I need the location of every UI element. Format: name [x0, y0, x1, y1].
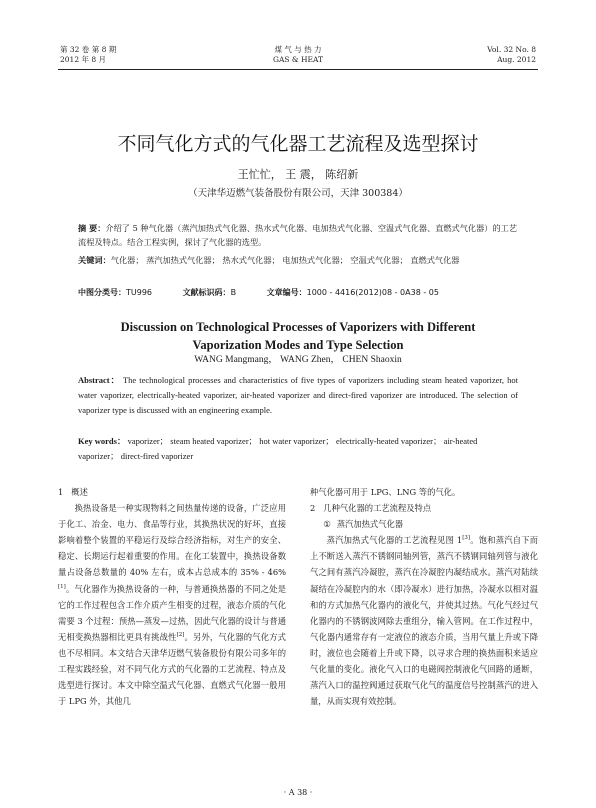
- subsection-title: 蒸汽加热式气化器: [336, 519, 404, 530]
- keywords-en-text: vaporizer； steam heated vaporizer； hot water vaporizer； electrically-heated vaporizer； air-heated vaporizer； direct-fired vaporizer: [78, 436, 478, 461]
- abstract-en-text: The technological processes and characteristics of five types of vaporizers including steam heated vaporizer, hot water vaporizer, electrically-heated vaporizer, air-heated vaporizer and direct-fired vaporizer are introduced. The selection of vaporizer type is discussed with an engineering example.: [78, 375, 518, 415]
- classification-line: [78, 286, 518, 300]
- citation-ref: [2]: [176, 632, 185, 639]
- doc-code-label: 文献标识码：: [182, 288, 231, 297]
- keywords-en: [78, 434, 518, 464]
- article-no-label: 文章编号：: [266, 288, 307, 297]
- subsection-number: ①: [323, 519, 331, 530]
- keywords-cn-label: 关键词：: [78, 255, 111, 265]
- abstract-en: [78, 373, 518, 418]
- section-title: 概述: [71, 487, 88, 497]
- body-left-column: [58, 484, 286, 709]
- paper-title-en-line2: Vaporization Modes and Type Selection: [192, 338, 404, 352]
- keywords-cn-text: 气化器； 蒸汽加热式气化器； 热水式气化器； 电加热式气化器； 空温式气化器； 直燃式气化器: [110, 255, 460, 265]
- volume-issue: 第 32 卷 第 8 期: [60, 45, 117, 54]
- abstract-cn: [78, 221, 518, 249]
- volume-issue-en: Vol. 32 No. 8: [487, 45, 536, 54]
- doc-code-value: B: [230, 288, 237, 297]
- paper-title-en-line1: Discussion on Technological Processes of Vaporizers with Different: [120, 320, 476, 334]
- issue-date: 2012 年 8 月: [60, 55, 107, 64]
- section-title: 几种气化器的工艺流程及特点: [323, 503, 432, 514]
- authors-cn: 王忙忙， 王 震， 陈绍新: [237, 168, 359, 181]
- section-number: 1: [58, 487, 64, 497]
- citation-ref: [1]: [58, 583, 66, 590]
- issue-date-en: Aug. 2012: [497, 55, 536, 64]
- abstract-cn-text: 介绍了 5 种气化器（蒸汽加热式气化器、热水式气化器、电加热式气化器、空温式气化器、直燃式气化器）的工艺流程及特点。结合工程实例，探讨了气化器的选型。: [78, 223, 518, 247]
- body-paragraph: [58, 500, 286, 709]
- authors-en: WANG Mangmang， WANG Zhen， CHEN Shaoxin: [194, 355, 402, 365]
- section-heading: [58, 484, 286, 500]
- paragraph-text: 。饱和蒸汽自下而上不断送入蒸汽不锈钢同轴列管，蒸汽不锈钢同轴列管与液化气之间有蒸汽冷凝腔，蒸汽在冷凝腔内凝结成水。蒸汽对陆续凝结在冷凝腔内的水（即冷凝水）进行加热，冷凝水以相对温和的方式加热气化器内的液化气，并使其过热。气化气经过气化器内的不锈钢波网除去重组分，输入管网。在工作过程中，气化器内通常存有一定液位的液态介质，当用气量上升或下降时，液位也会随着上升或下降，以寻求合理的换热面积来适应气化量的变化。液化气入口的电磁阀控制液化气回路的通断，蒸汽入口的温控阀通过获取气化气的温度信号控制蒸汽的进入量，从而实现有效控制。: [310, 535, 538, 707]
- affiliation-cn: （天津华迈燃气装备股份有限公司，天津 300384）: [188, 188, 408, 199]
- body-right-column: [310, 484, 538, 709]
- clc-value: TU996: [126, 288, 153, 297]
- paragraph-text: 。气化器作为换热设备的一种，与普通换热器的不同之处是它的工作过程包含工作介质产生相变的过程，液态介质的气化需要 3 个过程：预热—蒸发—过热，因此气化器的设计与普通无相变换热器相比更具有挑战性: [58, 583, 286, 642]
- body-paragraph: [310, 532, 538, 709]
- body-paragraph-continued: 种气化器可用于 LPG、LNG 等的气化。: [310, 487, 461, 497]
- abstract-cn-label: 摘 要：: [78, 223, 106, 233]
- page-number: · A 38 ·: [283, 788, 313, 797]
- journal-name-en: GAS & HEAT: [272, 55, 323, 64]
- paper-title-en: [0, 318, 596, 354]
- paper-title-cn: 不同气化方式的气化器工艺流程及选型探讨: [117, 133, 479, 155]
- keywords-cn: [78, 253, 518, 267]
- paragraph-text: 蒸汽加热式气化器的工艺流程见图 1: [326, 535, 463, 546]
- keywords-en-label: Key words：: [78, 436, 126, 446]
- citation-ref: [3]: [462, 535, 470, 542]
- section-number: 2: [310, 503, 316, 514]
- clc-label: 中图分类号：: [78, 288, 126, 297]
- paragraph-text: 。另外，气化器的气化方式也不尽相同。本文结合天津华迈燃气装备股份有限公司多年的工程实践经验，对不同气化方式的气化器的工艺流程、特点及选型进行探讨。本文中除空温式气化器、直燃式气化器一般用于 LPG 外，其他几: [58, 631, 286, 707]
- section-heading: [310, 500, 538, 516]
- paragraph-text: 换热设备是一种实现物料之间热量传递的设备，广泛应用于化工、冶金、电力、食品等行业，其换热状况的好坏，直接影响着整个装置的平稳运行及综合经济指标，对生产的安全、稳定、长期运行起着重要的作用。在化工装置中，换热设备数量占设备总数量的 40% 左右，成本占总成本的 35% - 46%: [58, 503, 286, 578]
- journal-name-cn: 煤 气 与 热 力: [274, 45, 322, 54]
- header-rule: [58, 69, 538, 70]
- abstract-en-label: Abstract：: [78, 375, 121, 385]
- journal-volume-info-en: [487, 45, 536, 65]
- article-no-value: 1000 - 4416(2012)08 - 0A38 - 05: [306, 288, 439, 297]
- subsection-heading: [310, 516, 538, 532]
